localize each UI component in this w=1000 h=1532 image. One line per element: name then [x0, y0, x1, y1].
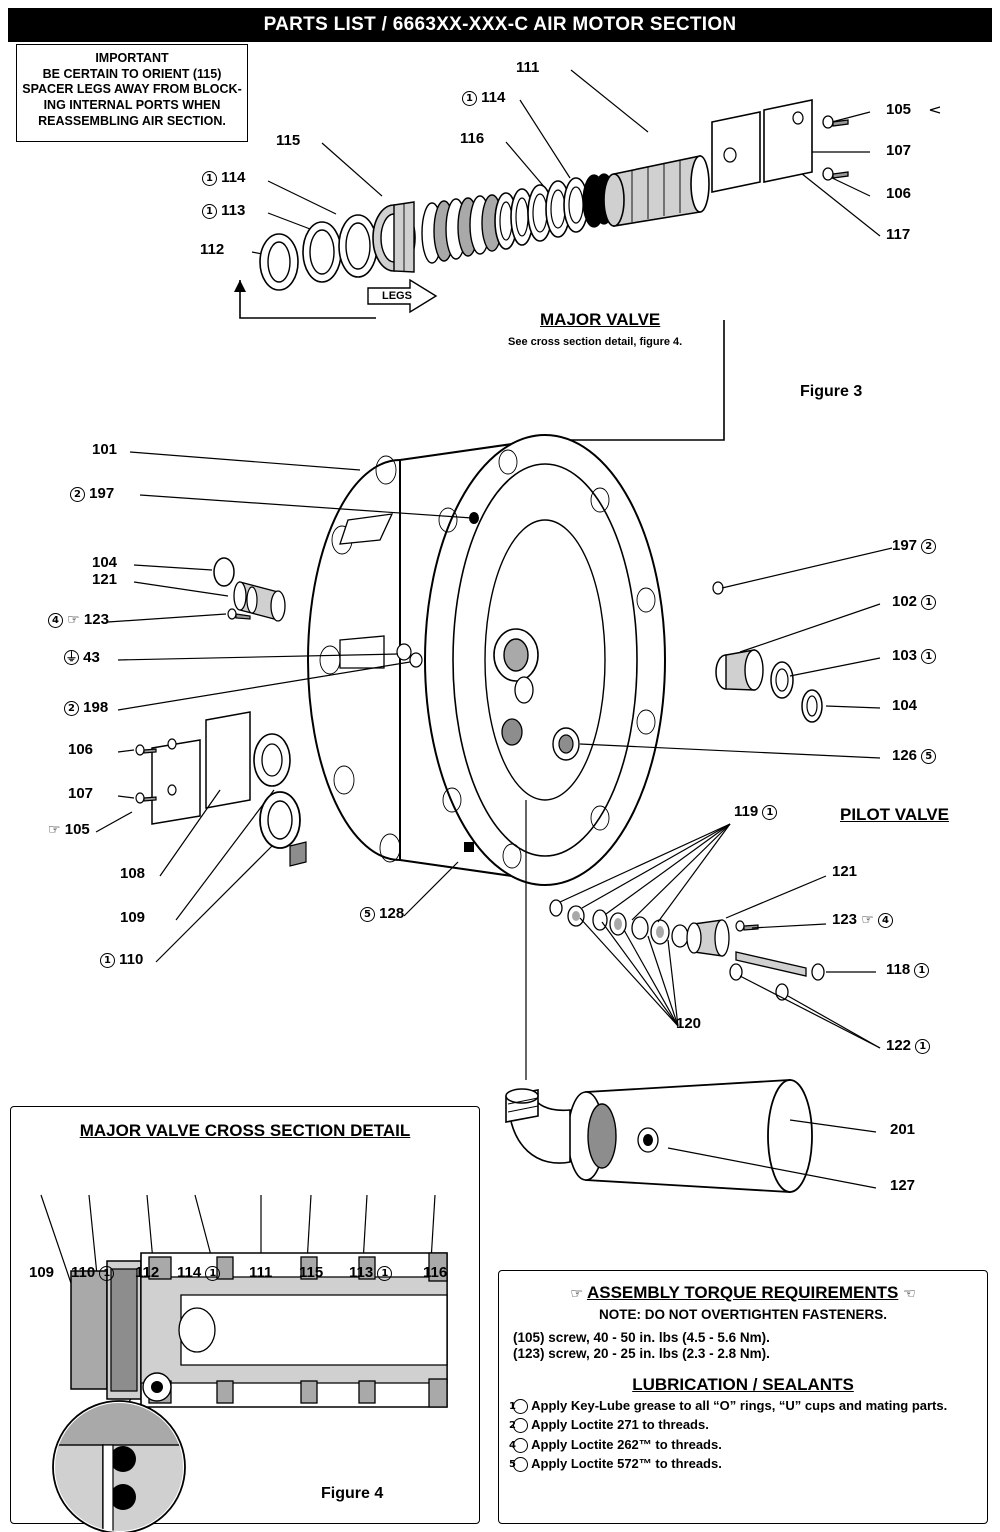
major-valve-heading: MAJOR VALVE: [540, 310, 661, 329]
xs-callout-112: 112: [135, 1264, 160, 1281]
hand-icon-left: ☞: [570, 1286, 583, 1302]
callout-111: 111: [516, 59, 540, 76]
callout-103: 103 1: [892, 648, 936, 665]
lubrication-title: LUBRICATION / SEALANTS: [632, 1375, 854, 1394]
important-line-2: SPACER LEGS AWAY FROM BLOCK-: [22, 82, 242, 97]
callout-126: 126 5: [892, 748, 936, 765]
important-line-1: BE CERTAIN TO ORIENT (115): [42, 66, 222, 81]
callout-113: 1 113: [202, 203, 245, 220]
lub-item-4: 4 Apply Loctite 262™ to threads.: [509, 1436, 722, 1452]
xs-callout-114: 114 1: [177, 1265, 220, 1282]
callout-197-left: 2 197: [70, 486, 114, 503]
xs-callout-109: 109: [29, 1264, 55, 1281]
callout-102: 102 1: [892, 594, 936, 611]
lub-symbol-4: 4: [513, 1438, 528, 1453]
torque-note: NOTE: DO NOT OVERTIGHTEN FASTENERS.: [598, 1307, 887, 1322]
important-line-4: REASSEMBLING AIR SECTION.: [38, 113, 226, 128]
legs-label: LEGS: [382, 290, 412, 302]
callout-201: 201: [890, 1121, 916, 1138]
lub-symbol-2: 2: [513, 1418, 528, 1433]
cross-section-panel: [10, 1106, 480, 1524]
lub-symbol-5: 5: [513, 1457, 528, 1472]
xs-callout-116: 116: [423, 1264, 448, 1281]
hand-icon-right: ☜: [903, 1286, 916, 1302]
torque-lubrication-panel: [498, 1270, 988, 1524]
important-heading: IMPORTANT: [95, 51, 169, 65]
callout-105-left: ☞ 105: [48, 821, 90, 838]
callout-197-right: 197 2: [892, 538, 936, 555]
callout-128: 5 128: [360, 906, 404, 923]
callout-114: 1 114: [202, 170, 245, 187]
xs-callout-113: 113 1: [349, 1265, 392, 1282]
important-line-3: ING INTERNAL PORTS WHEN: [43, 97, 221, 112]
callout-118: 118 1: [886, 962, 929, 979]
callout-106-left: 106: [68, 741, 94, 758]
xs-callout-110: 110 1: [71, 1265, 114, 1282]
lub-item-5: 5 Apply Loctite 572™ to threads.: [509, 1455, 722, 1471]
callout-114-top: 1 114: [462, 90, 505, 107]
callout-104-right: 104: [892, 697, 918, 714]
callout-127: 127: [890, 1177, 916, 1194]
callout-120: 120: [676, 1015, 702, 1032]
callout-122: 122 1: [886, 1038, 930, 1055]
callout-115: 115: [276, 132, 301, 149]
figure-4-label: Figure 4: [321, 1485, 384, 1502]
lub-symbol-1: 1: [513, 1399, 528, 1414]
callout-43: ⏚ 43: [65, 649, 100, 666]
callout-109-left: 109: [120, 909, 146, 926]
callout-108: 108: [120, 865, 146, 882]
callout-116: 116: [460, 130, 485, 147]
callout-107-top: 107: [886, 142, 912, 159]
lub-item-1: 1 Apply Key-Lube grease to all “O” rings, “U” cups and mating parts.: [509, 1398, 948, 1413]
callout-119: 119 1: [734, 804, 777, 821]
torque-line-1: (105) screw, 40 - 50 in. lbs (4.5 - 5.6 Nm).: [513, 1330, 770, 1345]
callout-107-left: 107: [68, 785, 94, 802]
xs-callout-111: 111: [249, 1264, 273, 1281]
callout-104-left: 104: [92, 554, 118, 571]
callout-121-left: 121: [92, 571, 118, 588]
callout-106-top: 106: [886, 185, 912, 202]
torque-title: ASSEMBLY TORQUE REQUIREMENTS: [586, 1283, 899, 1302]
callout-112: 112: [200, 241, 225, 258]
callout-121-right: 121: [832, 863, 858, 880]
figure-3-label: Figure 3: [800, 383, 863, 400]
callout-123-left: 4 ☞ 123: [48, 612, 109, 629]
callout-110-left: 1 110: [100, 952, 143, 969]
page-title: PARTS LIST / 6663XX-XXX-C AIR MOTOR SECTION: [8, 8, 992, 42]
xs-callout-115: 115: [299, 1264, 324, 1281]
lub-item-2: 2 Apply Loctite 271 to threads.: [509, 1417, 709, 1433]
callout-117: 117: [886, 226, 911, 243]
major-valve-subnote: See cross section detail, figure 4.: [508, 336, 683, 348]
torque-line-2: (123) screw, 20 - 25 in. lbs (2.3 - 2.8 Nm).: [513, 1346, 770, 1361]
torque-title-row: [499, 1283, 987, 1303]
callout-123-right: 123 ☞ 4: [832, 912, 893, 929]
cross-section-drawing: [11, 1149, 481, 1529]
callout-105-top: 105: [886, 101, 912, 118]
callout-198: 2 198: [64, 700, 108, 717]
pilot-valve-heading: PILOT VALVE: [840, 805, 949, 824]
cross-section-title: MAJOR VALVE CROSS SECTION DETAIL: [79, 1121, 411, 1140]
callout-101: 101: [92, 441, 118, 458]
